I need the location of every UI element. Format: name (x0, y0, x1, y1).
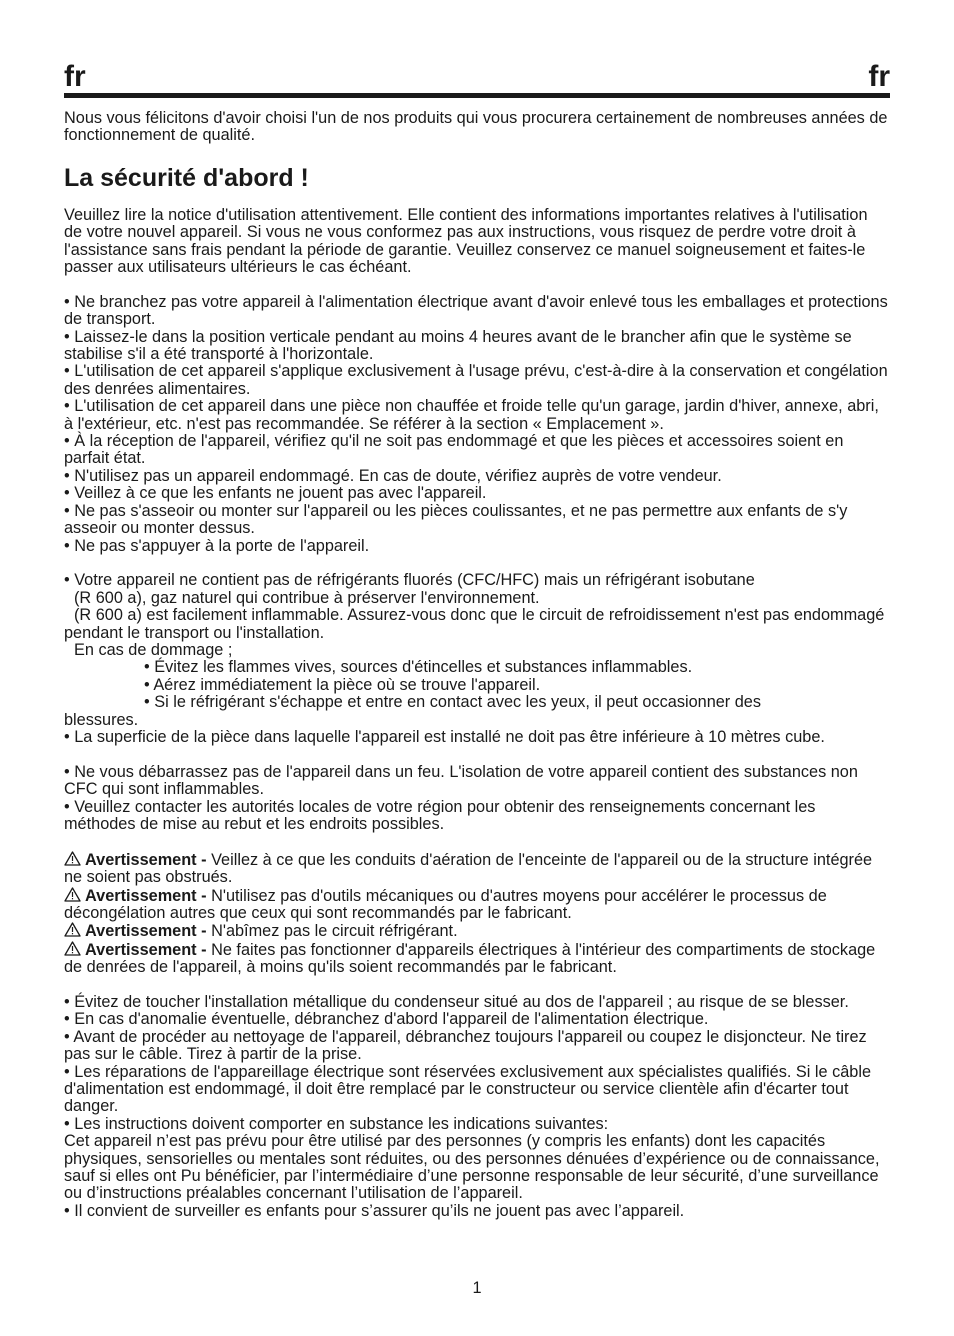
list-item: • Ne pas s'asseoir ou monter sur l'appareil ou les pièces coulissantes, et ne pas permettre aux enfants de s'y asseoir ou monter dessus. (64, 501, 848, 538)
refrigerant-note-text: (R 600 a) est facilement inflammable. Assurez-vous donc que le circuit de refroidissement n'est pas endommagé pendant le transport ou l'installation. (64, 606, 885, 642)
warning-item (64, 851, 890, 887)
refrigerant-note: (R 600 a), gaz naturel qui contribue à préserver l'environnement. (74, 588, 540, 607)
warning-label: Avertissement - (85, 850, 207, 869)
warning-label: Avertissement - (85, 886, 207, 905)
intro-text: Nous vous félicitons d'avoir choisi l'un de nos produits qui vous procurera certainement de nombreuses années de fonctionnement de qualité. (64, 109, 888, 145)
warning-triangle-icon (64, 851, 81, 866)
safety-list-1 (64, 294, 890, 555)
damage-heading: En cas de dommage ; (74, 640, 233, 659)
warning-item (64, 887, 890, 923)
list-item: • Ne vous débarrassez pas de l'appareil dans un feu. L'isolation de votre appareil contient des substances non CFC qui sont inflammables. (64, 762, 858, 799)
list-item: • Les instructions doivent comporter en substance les indications suivantes: (64, 1114, 609, 1133)
list-item: • Veuillez contacter les autorités locales de votre région pour obtenir des renseignements concernant les méthodes de mise au rebut et les endroits possibles. (64, 797, 816, 833)
warning-text: N'abîmez pas le circuit réfrigérant. (206, 922, 458, 941)
page-number: 1 (472, 1279, 482, 1297)
warning-label: Avertissement - (85, 922, 207, 941)
warning-triangle-icon (64, 887, 81, 902)
list-item: • Les réparations de l'appareillage électrique sont réservées exclusivement aux spécialistes qualifiés. Si le câble d'alimentation est endommagé, il doit être remplacé par le constructeur ou service clientèle afin d'écarter tout danger. (64, 1062, 872, 1116)
warning-label: Avertissement - (85, 940, 207, 959)
disposal-section (64, 764, 890, 834)
sub-list-item-continuation: blessures. (64, 710, 139, 729)
list-item: • Avant de procéder au nettoyage de l'appareil, débranchez toujours l'appareil ou coupez le disjoncteur. Ne tirez pas sur le câble. Tirez à partir de la prise. (64, 1027, 867, 1064)
list-item: • En cas d'anomalie éventuelle, débranchez d'abord l'appareil de l'alimentation électrique. (64, 1010, 709, 1029)
manual-page (64, 0, 890, 1220)
list-item: • La superficie de la pièce dans laquelle l'appareil est installé ne doit pas être inférieure à 10 mètres cube. (64, 727, 825, 746)
sub-list-item: • Évitez les flammes vives, sources d'étincelles et substances inflammables. (144, 658, 693, 677)
list-item: • Laissez-le dans la position verticale pendant au moins 4 heures avant de le brancher afin que le système se stabilise s'il a été transporté à l'horizontale. (64, 327, 852, 364)
warning-triangle-icon (64, 922, 81, 937)
list-item: • Évitez de toucher l'installation métallique du condenseur situé au dos de l'appareil ; au risque de se blesser. (64, 993, 849, 1012)
list-item: • L'utilisation de cet appareil dans une pièce non chauffée et froide telle qu'un garage, jardin d'hiver, annexe, abri, à l'extérieur, etc. n'est pas recommandée. Se référer à la section « Emplacement ». (64, 397, 879, 433)
list-item: • L'utilisation de cet appareil s'applique exclusivement à l'usage prévu, c'est-à-dire à la conservation et congélation des denrées alimentaires. (64, 362, 888, 398)
maintenance-section (64, 994, 890, 1220)
warning-text: Veillez à ce que les conduits d'aération de l'enceinte de l'appareil ou de la structure intégrée ne soient pas obstrués. (64, 850, 873, 887)
warning-triangle-icon (64, 941, 81, 956)
language-label-right: fr (868, 60, 890, 93)
sub-list-item: • Aérez immédiatement la pièce où se trouve l'appareil. (144, 675, 541, 694)
refrigerant-note (64, 607, 890, 642)
language-label-left: fr (64, 60, 86, 93)
list-item: • Ne branchez pas votre appareil à l'alimentation électrique avant d'avoir enlevé tous les emballages et protections de transport. (64, 292, 888, 329)
list-item: • Ne pas s'appuyer à la porte de l'appareil. (64, 536, 370, 555)
sub-list-item: • Si le réfrigérant s'échappe et entre en contact avec les yeux, il peut occasionner des (144, 693, 761, 712)
list-item: • Il convient de surveiller es enfants pour s’assurer qu’ils ne jouent pas avec l’appareil. (64, 1201, 685, 1220)
header-rule (64, 93, 890, 98)
warning-item (64, 922, 890, 940)
warning-text: N'utilisez pas d'outils mécaniques ou d'autres moyens pour accélérer le processus de décongélation autres que ceux qui sont recommandés par le fabricant. (64, 886, 827, 922)
page-header (64, 0, 890, 96)
instruction-text: Cet appareil n’est pas prévu pour être utilisé par des personnes (y compris les enfants) dont les capacités physiques, sensorielles ou mentales sont réduites, ou des personnes dénuées d’expérience ou de connaissance, sauf si elles ont Pu bénéficier, par l’intermédiaire d’une personne responsable de leur sécurité, d’une surveillance ou d’instructions préalables concernant l’utilisation de l’appareil. (64, 1132, 880, 1203)
lead-paragraph: Veuillez lire la notice d'utilisation attentivement. Elle contient des informations importantes relatives à l'utilisation de votre nouvel appareil. Si vous ne vous conformez pas aux instructions, vous risquez de perdre votre droit à l'assistance sans frais pendant la période de garantie. Veuillez conservez ce manuel soigneusement et faites-le passer aux utilisateurs ultérieurs le cas échéant. (64, 205, 868, 277)
warning-item (64, 941, 890, 977)
list-item: • N'utilisez pas un appareil endommagé. En cas de doute, vérifiez auprès de votre vendeur. (64, 466, 722, 485)
warnings-section (64, 851, 890, 977)
list-item: • Votre appareil ne contient pas de réfrigérants fluorés (CFC/HFC) mais un réfrigérant isobutane (64, 571, 755, 590)
warning-text: Ne faites pas fonctionner d'appareils électriques à l'intérieur des compartiments de stockage de denrées de l'appareil, à moins qu'ils soient recommandés par le fabricant. (64, 940, 876, 977)
refrigerant-section (64, 572, 890, 746)
list-item: • Veillez à ce que les enfants ne jouent pas avec l'appareil. (64, 484, 487, 503)
list-item: • À la réception de l'appareil, vérifiez qu'il ne soit pas endommagé et que les pièces et accessoires soient en parfait état. (64, 432, 844, 468)
page-title: La sécurité d'abord ! (64, 163, 309, 192)
